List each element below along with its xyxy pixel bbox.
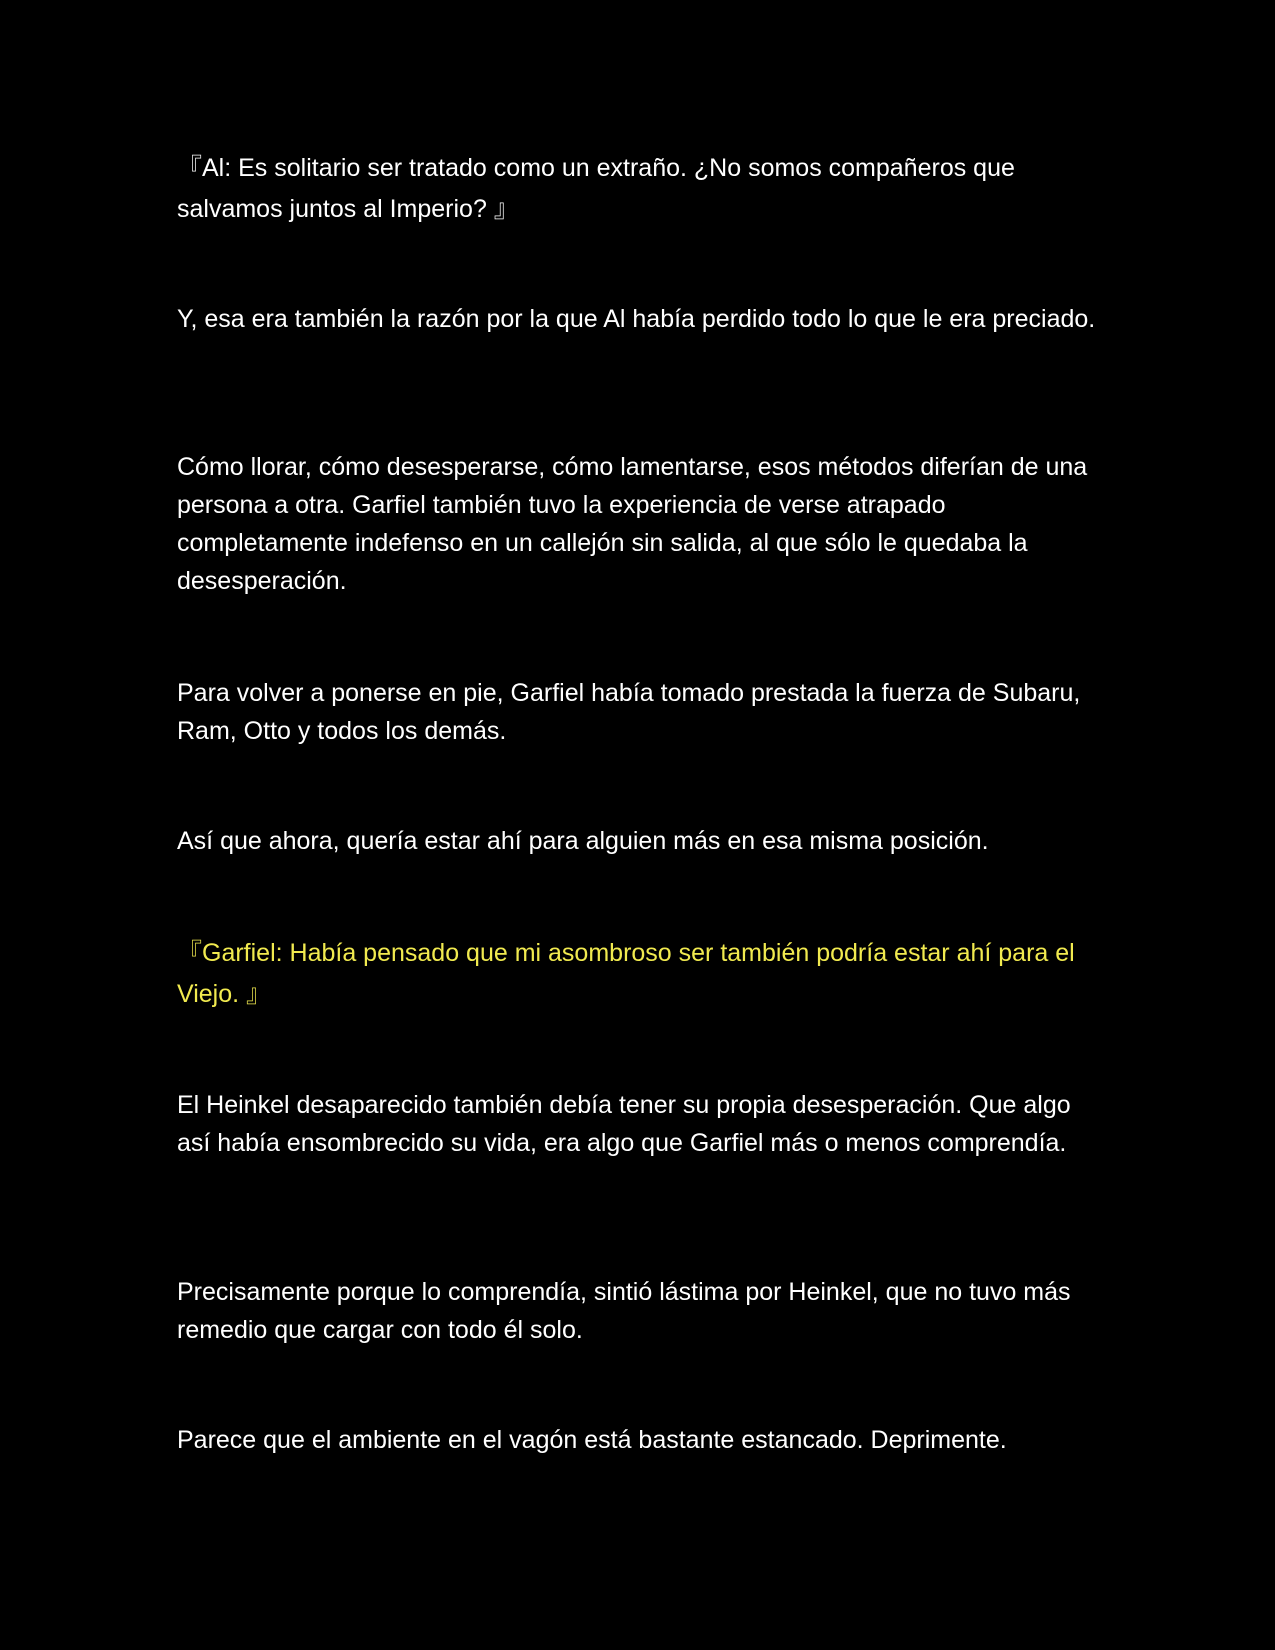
paragraph-heinkel-despair: El Heinkel desaparecido también debía tener su propia desesperación. Que algo así había ensombrecido su vida, era algo que Garfiel más o menos comprendía. — [177, 1091, 1071, 1157]
paragraph-pity: Precisamente porque lo comprendía, sintió lástima por Heinkel, que no tuvo más remedio que cargar con todo él solo. — [177, 1278, 1071, 1344]
paragraph-borrowed-strength: Para volver a ponerse en pie, Garfiel había tomado prestada la fuerza de Subaru, Ram, Otto y todos los demás. — [177, 679, 1081, 745]
paragraph-atmosphere: Parece que el ambiente en el vagón está bastante estancado. Deprimente. — [177, 1426, 1007, 1454]
dialogue-al: 『Al: Es solitario ser tratado como un extraño. ¿No somos compañeros que salvamos juntos al Imperio? 』 — [177, 154, 1015, 223]
paragraph-despair: Cómo llorar, cómo desesperarse, cómo lamentarse, esos métodos diferían de una persona a otra. Garfiel también tuvo la experiencia de verse atrapado completamente indefenso en un callejón sin salida, al que sólo le quedaba la desesperación. — [177, 453, 1088, 595]
paragraph-be-there: Así que ahora, quería estar ahí para alguien más en esa misma posición. — [177, 827, 989, 855]
dialogue-garfiel: 『Garfiel: Había pensado que mi asombroso ser también podría estar ahí para el Viejo. 』 — [177, 939, 1075, 1008]
paragraph-al-loss: Y, esa era también la razón por la que Al había perdido todo lo que le era preciado. — [177, 305, 1096, 333]
